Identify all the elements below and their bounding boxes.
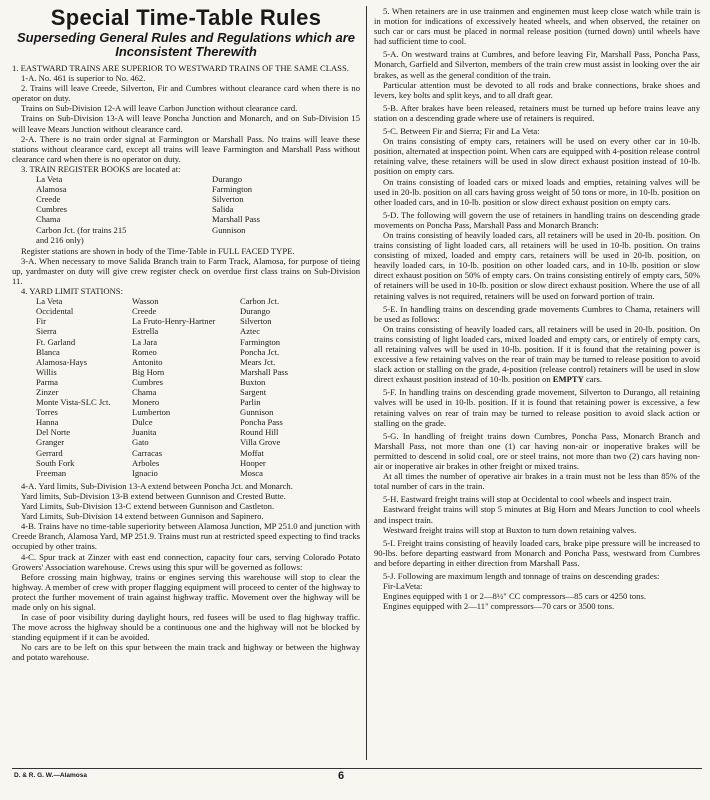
rule-2-paragraph: Trains on Sub-Division 12-A will leave Carbon Junction without clearance card. — [21, 103, 298, 114]
rule-3-note: Register stations are shown in body of the Time-Table in FULL FACED TYPE. — [21, 245, 295, 256]
rule-5e-text-end: cars. — [585, 374, 602, 385]
page-number: 6 — [338, 770, 345, 782]
rule-5d: 5-D. The following will govern the use of retainers in handling trains on descending grade movements on Poncha Pass, Marshall Pass and Monarch Branch: — [374, 209, 700, 230]
yard-limit-row — [36, 437, 342, 447]
rule-5d-paragraph: On trains consisting of heavily loaded cars, all retainers will be used in 20-lb. position. On trains consisting of light loaded cars, all retainers will be used in 10-lb. position. On trains consisting of mixed, loaded and empty cars, retainers will be used in 20-lb. position, on heavily loaded cars, in 10-lb. position on other loaded cars, and in 10-lb. position or slow direct exhaust position on 50% of empty cars. On trains consisting entirely of empty cars, 50% of retainers will be used in 10-lb. position or slow direct exhaust position. Where the use of all retaining valves is not required, retainers will be used on forward portion of train. — [374, 229, 700, 301]
yard-limit-row — [36, 458, 342, 468]
rule-5g: 5-G. In handling of freight trains down Cumbres, Poncha Pass, Monarch Branch and Marshall Pass, not more than one (1) car having non-air or inoperative brakes will be permitted to descend in solid coal, ore or steel trains, not more than two (2) cars having non-air or inoperative air brakes in other freight or mixed trains. — [374, 430, 700, 472]
station-name: Alamosa — [36, 184, 67, 195]
page-subtitle: Superseding General Rules and Regulations which are Inconsistent Therewith — [16, 30, 356, 59]
station-name: Sargent — [240, 387, 267, 397]
yard-limit-row — [36, 427, 342, 437]
station-name: Wasson — [132, 296, 159, 307]
left-column — [12, 6, 360, 663]
register-stations-table — [36, 174, 260, 245]
yard-limit-row — [36, 468, 342, 478]
station-name: Juanita — [132, 427, 157, 438]
station-name: Mosca — [240, 467, 263, 478]
station-name: Alamosa-Hays — [36, 356, 88, 367]
rule-5: 5. When retainers are in use trainmen and enginemen must keep close watch while train is in motion for indications of excessively heated wheels, and when observed, the retainer on such car or cars must be placed in normal release position (turned down) until wheels have had sufficient time to cool. — [374, 6, 700, 47]
rule-5g-paragraph: At all times the number of operative air brakes in a train must not be less than 85% of the total number of cars in the train. — [374, 471, 700, 492]
register-row — [36, 235, 260, 245]
page-footer — [12, 768, 702, 789]
station-name: Dulce — [132, 417, 153, 428]
station-name: Moffat — [240, 447, 264, 458]
register-row — [36, 174, 260, 184]
station-name: Lumberton — [132, 407, 171, 418]
yard-limit-row — [36, 326, 342, 336]
footer-railroad: D. & R. G. W.—Alamosa — [14, 772, 87, 779]
station-name: Cumbres — [36, 204, 68, 215]
yard-limit-row — [36, 448, 342, 458]
rule-5a: 5-A. On westward trains at Cumbres, and before leaving Fir, Marshall Pass, Poncha Pass, Monarch, Garfield and Silverton, members of the train crew must assist in looking over the air brakes, as well as the general condition of the train. — [374, 49, 700, 80]
station-name: Sierra — [36, 326, 57, 337]
station-name: Gunnison — [212, 224, 246, 235]
rule-5f: 5-F. In handling trains on descending grade movement, Silverton to Durango, all retaining valves will be used in 10-lb. position. If it is found that retaining power is excessive, a few retaining valves on rear of train may be turned to release position to avoid slack action or stalling on the grade. — [374, 387, 700, 428]
rule-2a: 2-A. There is no train order signal at Farmington or Marshall Pass. No trains will leave these stations without clearance card, except all trains will leave Farmington and Marshall Pass without clearance card when there is no operator on duty. — [12, 133, 360, 164]
station-name: Monero — [132, 397, 160, 408]
station-name: Poncha Jct. — [240, 346, 280, 357]
station-name: Blanca — [36, 346, 60, 357]
station-name: and 216 only) — [36, 234, 84, 245]
rule-5j-subheading: Fir-LaVeta: — [383, 581, 423, 592]
rule-4a-paragraph: Yard limits, Sub-Division 13-B extend between Gunnison and Crested Butte. — [21, 490, 286, 501]
register-row — [36, 225, 260, 235]
station-name — [212, 235, 260, 245]
rule-5h-paragraph: Eastward freight trains will stop 5 minutes at Big Horn and Mears Junction to cool wheels and inspect train. — [374, 504, 700, 525]
register-row — [36, 194, 260, 204]
page-title: Special Time-Table Rules — [50, 5, 322, 30]
station-name: Chama — [132, 387, 157, 397]
yard-limit-row — [36, 306, 342, 316]
station-name: Chama — [36, 214, 61, 225]
station-name: Marshall Pass — [240, 366, 288, 377]
station-name: Hooper — [240, 457, 266, 468]
column-divider — [366, 6, 367, 760]
rule-1: 1. EASTWARD TRAINS ARE SUPERIOR TO WESTWARD TRAINS OF THE SAME CLASS. — [12, 63, 349, 73]
station-name: Freeman — [36, 467, 67, 478]
rule-5h: 5-H. Eastward freight trains will stop at Occidental to cool wheels and inspect train. — [383, 494, 672, 505]
station-name: Del Norte — [36, 427, 71, 438]
station-name: Ignacio — [132, 467, 158, 478]
yard-limit-row — [36, 337, 342, 347]
rule-3: 3. TRAIN REGISTER BOOKS are located at: — [21, 163, 181, 174]
rule-5a-paragraph: Particular attention must be devoted to all rods and brake connections, brake shoes and levers, key bolts and split keys, and to all draft gear. — [374, 79, 700, 100]
station-name: Romeo — [132, 346, 157, 357]
rule-5e-text: On trains consisting of heavily loaded cars, all retainers will be used in 20-lb. position. On trains consisting of light loaded cars, mixed loaded and empty cars, or entirely of empty cars, all retaining valves will be used in 10-lb. position. If it is found that the retaining power is excessive a few retaining valves on the rear of train may be turned to release position to avoid slack action or stalling on the grade, 4-position (release control) retainers will be used in slow direct exhaust position instead of 10-lb. position on — [374, 323, 700, 385]
empty-emphasis: EMPTY — [552, 374, 584, 385]
station-name: Monte Vista-SLC Jct. — [36, 397, 111, 408]
station-name: Carracas — [132, 447, 163, 458]
yard-limit-row — [36, 397, 342, 407]
station-name: Salida — [212, 204, 234, 215]
rule-4a: 4-A. Yard limits, Sub-Division 13-A extend between Poncha Jct. and Monarch. — [21, 480, 293, 491]
station-name: Silverton — [212, 194, 244, 205]
rule-4b: 4-B. Trains have no time-table superiority between Alamosa Junction, MP 251.0 and junction with Creede Branch, Alamosa Yard, MP 251.9. Trains must run at restricted speed expecting to find tracks occupied by other trains. — [12, 521, 360, 552]
rule-1a: 1-A. No. 461 is superior to No. 462. — [21, 73, 146, 84]
station-name: La Jara — [132, 336, 158, 347]
rule-5h-paragraph: Westward freight trains will stop at Buxton to turn down retaining valves. — [383, 524, 637, 535]
rule-4a-paragraph: Yard Limits, Sub-Division 13-C extend between Gunnison and Castleton. — [21, 501, 275, 512]
yard-limit-row — [36, 377, 342, 387]
yard-limit-stations-table — [36, 296, 342, 478]
rule-4c: 4-C. Spur track at Zinzer with east end connection, capacity four cars, serving Colorado Potato Growers' Association warehouse. Crews using this spur will be governed as follows: — [12, 551, 360, 572]
rule-5j-item: Engines equipped with 2—11" compressors—70 cars or 3500 tons. — [383, 601, 615, 612]
station-name: Buxton — [240, 376, 266, 387]
station-name: Round Hill — [240, 427, 279, 438]
station-name: Farmington — [240, 336, 281, 347]
rule-4c-paragraph: In case of poor visibility during daylight hours, red fusees will be used to flag highway traffic. The move across the highway should be a continuous one and the highway will not be blocked by standing equipment if it can be avoided. — [12, 612, 360, 643]
station-name: Ft. Garland — [36, 336, 76, 347]
rule-2-paragraph: Trains on Sub-Division 13-A will leave Poncha Junction and Monarch, and on Sub-Division 15 will leave Mears Junction without clearance card. — [12, 113, 360, 134]
station-name: Cumbres — [132, 376, 164, 387]
station-name: Carbon Jct. (for trains 215 — [36, 224, 127, 235]
station-name: Torres — [36, 407, 58, 418]
station-name: La Veta — [36, 296, 63, 307]
station-name: Zinzer — [36, 387, 59, 397]
station-name: Willis — [36, 366, 57, 377]
rule-2: 2. Trains will leave Creede, Silverton, Fir and Cumbres without clearance card when there is no operator on duty. — [12, 83, 360, 104]
station-name: Mears Jct. — [240, 356, 276, 367]
station-name: Creede — [36, 194, 61, 205]
yard-limit-row — [36, 347, 342, 357]
right-column — [374, 6, 700, 611]
station-name: Arboles — [132, 457, 160, 468]
station-name: Durango — [212, 174, 243, 185]
station-name: Gato — [132, 437, 149, 448]
register-row — [36, 214, 260, 224]
rule-5j: 5-J. Following are maximum length and tonnage of trains on descending grades: — [383, 570, 660, 581]
rule-5c-paragraph: On trains consisting of empty cars, retainers will be used on every other car in 10-lb. position, alternated at inspection point. When cars are equipped with 4-position release control retaining valve, these retainers will be used in slow direct exhaust position instead of 10-lb. position on empty cars. — [374, 136, 700, 177]
rule-5e-paragraph — [374, 324, 700, 385]
station-name: Hanna — [36, 417, 59, 428]
yard-limit-row — [36, 357, 342, 367]
station-name: Gunnison — [240, 407, 274, 418]
station-name: Carbon Jct. — [240, 296, 280, 307]
yard-limit-row — [36, 407, 342, 417]
register-row — [36, 184, 260, 194]
station-name: Estrella — [132, 326, 159, 337]
station-name: Parma — [36, 376, 58, 387]
rule-5e: 5-E. In handling trains on descending grade movements Cumbres to Chama, retainers will be used as follows: — [374, 303, 700, 324]
rule-5c-paragraph: On trains consisting of loaded cars or mixed loads and empties, retaining valves will be used in 20-lb. position on all cars having gross weight of 50 tons or more, in 10-lb. position on other loaded cars, and in 10-lb. position or slow direct exhaust position on empty cars. — [374, 176, 700, 207]
station-name: Creede — [132, 306, 157, 317]
station-name: Farmington — [212, 184, 253, 195]
station-name: Antonito — [132, 356, 163, 367]
station-name: Marshall Pass — [212, 214, 260, 225]
register-row — [36, 204, 260, 214]
station-name: La Fruto-Henry-Hartner — [132, 316, 216, 327]
yard-limit-row — [36, 316, 342, 326]
station-name: La Veta — [36, 174, 63, 185]
station-name: Big Horn — [132, 366, 165, 377]
rule-4c-paragraph: Before crossing main highway, trains or engines serving this warehouse will stop to clear the highway. A member of crew with proper flagging equipment will proceed to center of the highway to protect the further movement of train against highway traffic. Movement over the highway will be made only on his signal. — [12, 571, 360, 612]
station-name: Occidental — [36, 306, 74, 317]
yard-limit-row — [36, 296, 342, 306]
station-name: Villa Grove — [240, 437, 281, 448]
station-name: Fir — [36, 316, 47, 327]
rule-5j-item: Engines equipped with 1 or 2—8½" CC compressors—85 cars or 4250 tons. — [383, 591, 646, 602]
station-name: Gerrard — [36, 447, 63, 458]
station-name: Granger — [36, 437, 65, 448]
station-name: Durango — [240, 306, 271, 317]
station-name: Parlin — [240, 397, 261, 408]
yard-limit-row — [36, 417, 342, 427]
station-name: Aztec — [240, 326, 261, 337]
station-name: South Fork — [36, 457, 75, 468]
rule-4: 4. YARD LIMIT STATIONS: — [21, 286, 123, 297]
station-name: Poncha Pass — [240, 417, 283, 428]
station-name: Silverton — [240, 316, 272, 327]
rule-5b: 5-B. After brakes have been released, retainers must be turned up before trains leave any station on a descending grade where use of retainers is required. — [374, 102, 700, 123]
yard-limit-row — [36, 387, 342, 397]
rule-5c: 5-C. Between Fir and Sierra; Fir and La Veta: — [383, 126, 540, 137]
yard-limit-row — [36, 367, 342, 377]
rule-4c-paragraph: No cars are to be left on this spur between the main track and highway or between the highway and potato warehouse. — [12, 642, 360, 663]
rule-3a: 3-A. When necessary to move Salida Branch train to Farm Track, Alamosa, for purpose of tieing up, yardmaster on duty will give crew register check on overdue first class trains on Sub-Division 11. — [12, 255, 360, 286]
rule-4a-paragraph: Yard Limits, Sub-Division 14 extend between Gunnison and Sapinero. — [21, 511, 264, 522]
rule-5i: 5-I. Freight trains consisting of heavily loaded cars, brake pipe pressure will be increased to 90-lbs. before departing eastward from Monarch and Poncha Pass, westward from Cumbres and before departing in either direction from Marshall Pass. — [374, 537, 700, 568]
